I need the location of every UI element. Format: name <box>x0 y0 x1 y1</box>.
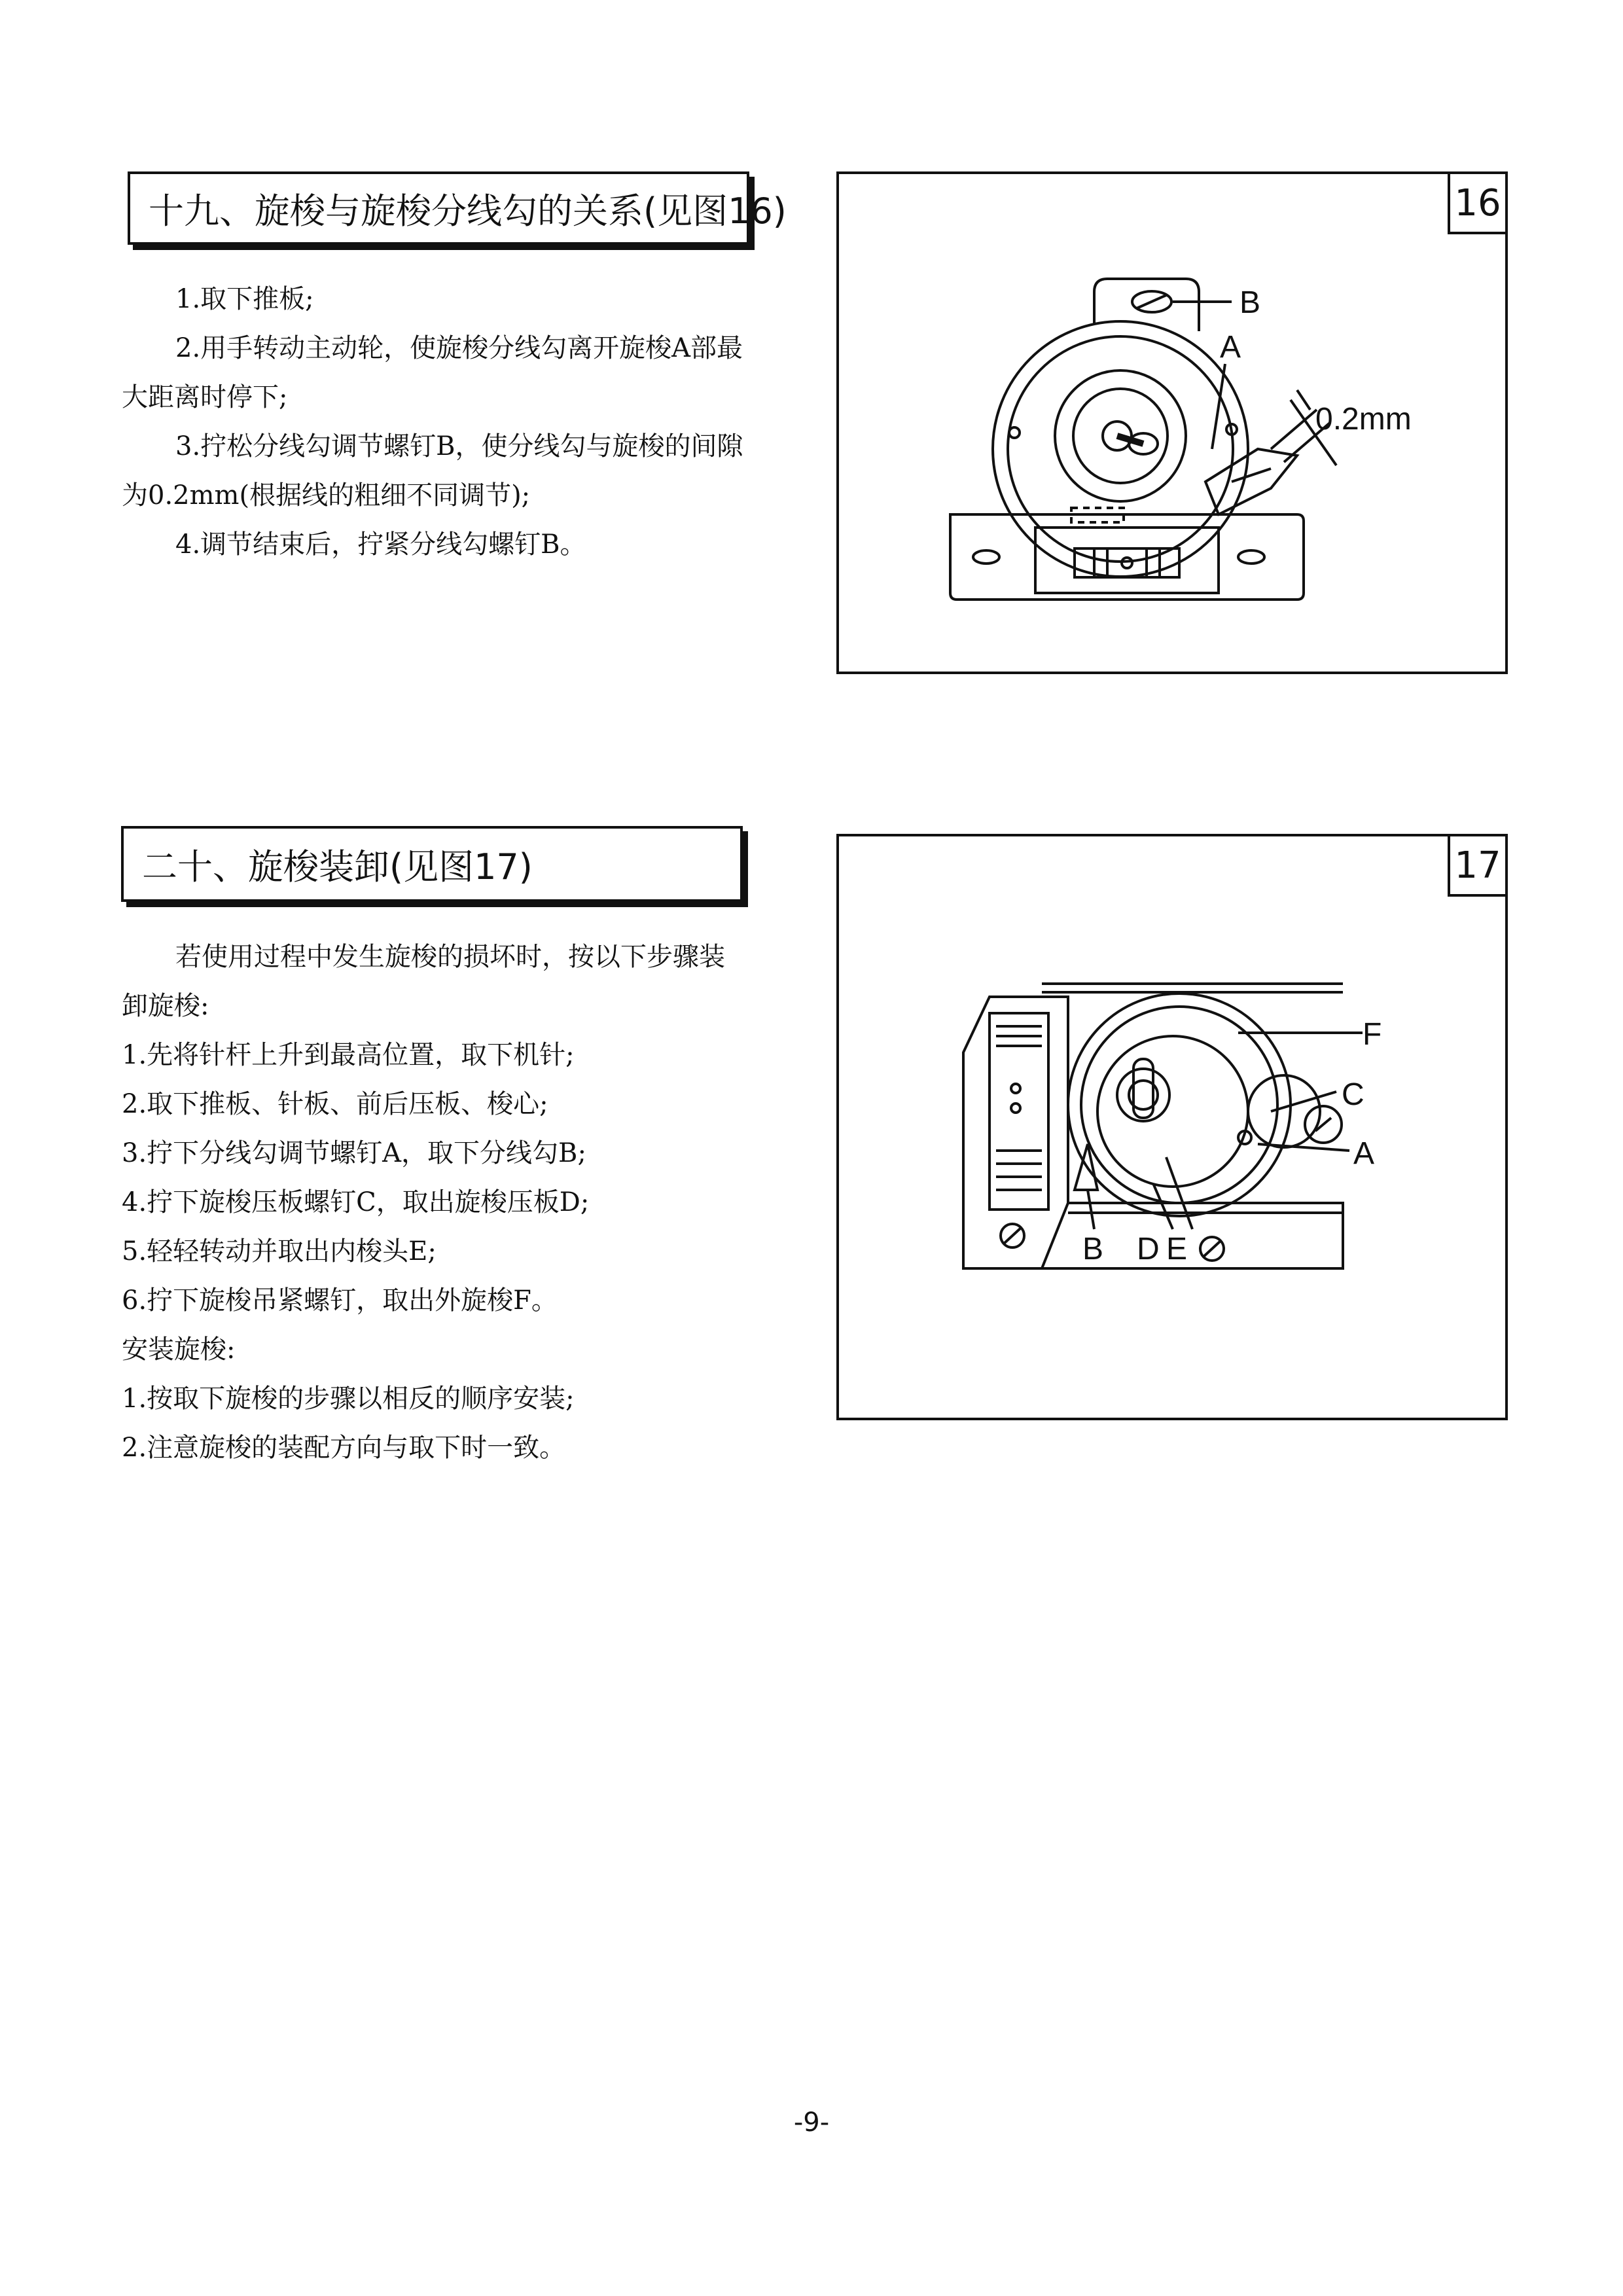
step-line: 4.调节结束后，拧紧分线勾螺钉B。 <box>175 529 586 560</box>
section-20-body <box>122 933 725 1473</box>
step-line: 3.拧松分线勾调节螺钉B，使分线勾与旋梭的间隙 <box>175 431 743 461</box>
label-b: B <box>1240 285 1261 320</box>
step-line: 1.取下推板; <box>175 284 314 314</box>
step-line: 2.用手转动主动轮，使旋梭分线勾离开旋梭A部最 <box>175 333 743 363</box>
label-b: B <box>1082 1232 1104 1266</box>
label-e: E <box>1166 1232 1188 1266</box>
step-line: 6.拧下旋梭吊紧螺钉，取出外旋梭F。 <box>122 1285 558 1316</box>
label-f: F <box>1363 1017 1382 1052</box>
step-line: 1.先将针杆上升到最高位置，取下机针; <box>122 1040 575 1070</box>
page-number: -9- <box>793 2108 830 2138</box>
label-a: A <box>1353 1136 1375 1171</box>
hook-assembly-diagram <box>839 836 1505 1418</box>
step-line: 2.取下推板、针板、前后压板、梭心; <box>122 1089 548 1119</box>
step-line: 5.轻轻转动并取出内梭头E; <box>122 1236 437 1266</box>
step-line: 3.拧下分线勾调节螺钉A，取下分线勾B; <box>122 1138 586 1168</box>
figure-number: 16 <box>1448 171 1508 234</box>
figure-number: 17 <box>1448 834 1508 897</box>
step-line: 4.拧下旋梭压板螺钉C，取出旋梭压板D; <box>122 1187 590 1217</box>
step-line: 安装旋梭: <box>122 1335 236 1365</box>
step-line: 若使用过程中发生旋梭的损坏时，按以下步骤装 <box>175 942 725 972</box>
rotary-hook-diagram <box>839 174 1505 672</box>
section-19-title: 十九、旋梭与旋梭分线勾的关系(见图16) <box>128 171 749 245</box>
figure-17 <box>836 834 1508 1420</box>
section-20-title: 二十、旋梭装卸(见图17) <box>121 826 743 902</box>
step-line: 1.按取下旋梭的步骤以相反的顺序安装; <box>122 1384 575 1414</box>
label-a: A <box>1220 330 1241 365</box>
label-gap: 0.2mm <box>1315 402 1412 437</box>
figure-16 <box>836 171 1508 674</box>
section-19-body <box>122 275 743 569</box>
label-c: C <box>1342 1077 1364 1112</box>
step-line: 卸旋梭: <box>122 991 209 1021</box>
step-line: 为0.2mm(根据线的粗细不同调节); <box>122 480 531 511</box>
step-line: 大距离时停下; <box>122 382 288 412</box>
label-d: D <box>1137 1232 1160 1266</box>
step-line: 2.注意旋梭的装配方向与取下时一致。 <box>122 1433 566 1463</box>
